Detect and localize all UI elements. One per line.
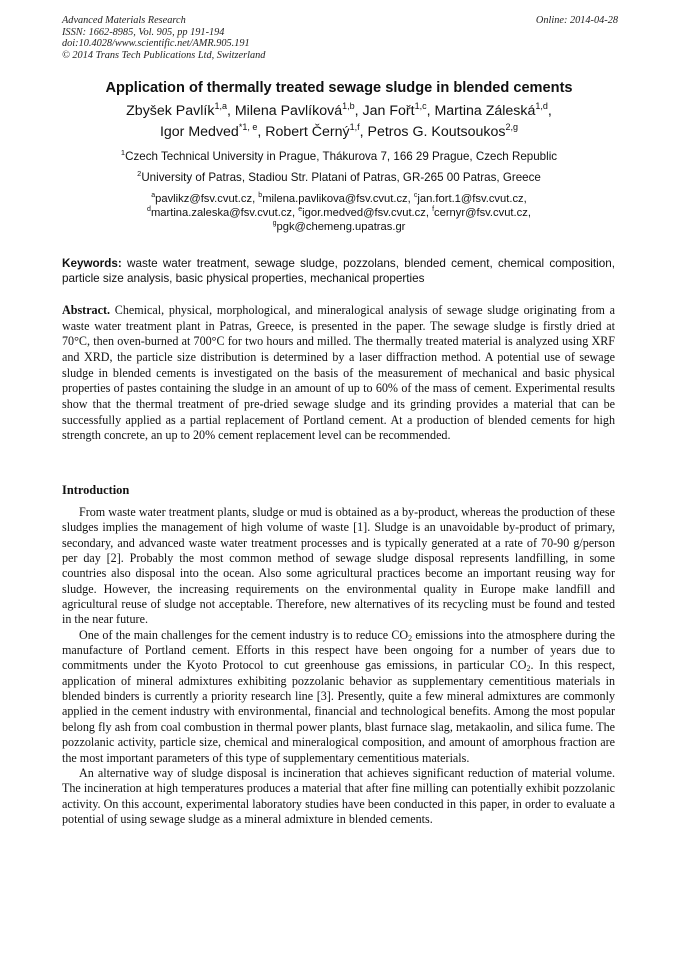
- author-name: , Milena Pavlíková: [226, 103, 343, 119]
- online-date: Online: 2014-04-28: [535, 15, 618, 26]
- abstract-text: Chemical, physical, morphological, and mineralogical analysis of sewage sludge originating from a waste water treatment plant in Patras, Greece, is presented in the paper. The sewage sludge is firstly dried at 70°C, then oven-burned at 700°C for two hours and milled. The thermally treated material is analyzed using XRF and XRD, the particle size distribution is determined by a laser diffraction method. A potential use of sewage sludge in blended cements is investigated on the basis of the measurement of mechanical and basic physical properties of pastes containing the sludge in an amount of up to 60% of the mass of cement. Experimental results show that the thermal treatment of pre-dried sewage sludge and its grinding provides a material that can be successfully applied as a partial replacement of Portland cement. At a production of blended cements for high strength concrete, an up to 20% cement replacement level can be recommended.: [62, 303, 615, 443]
- email-sup: g: [272, 219, 277, 227]
- subscript: 2: [526, 664, 531, 674]
- author-list: [40, 101, 638, 143]
- affiliation-sup: 1: [120, 148, 126, 157]
- paragraph: An alternative way of sludge disposal is incineration that achieves significant reduction of material volume. The incineration at high temperatures produces a material that after fine milling can potentially exhibit pozzolanic activity. On this account, experimental laboratory studies have been conducted in this paper, in order to evaluate a potential of using sewage sludge as a mineral admixture in blended cements.: [62, 765, 615, 826]
- email-sup: a: [151, 192, 156, 199]
- author-sup: 1,c: [414, 101, 427, 111]
- journal-info: [62, 15, 618, 61]
- abstract-section: [62, 303, 615, 444]
- paragraph-text: One of the main challenges for the cement industry is to reduce CO: [79, 627, 409, 642]
- author-sup: 1,a: [214, 101, 227, 111]
- email-sup: b: [258, 192, 263, 199]
- keywords-label: Keywords:: [62, 257, 122, 270]
- journal-header: [62, 15, 618, 61]
- author-name: , Petros G. Koutsoukos: [359, 124, 506, 140]
- affiliation-text: Czech Technical University in Prague, Thákurova 7, 166 29 Prague, Czech Republic: [125, 150, 558, 163]
- author-name: , Robert Černý: [257, 124, 350, 140]
- introduction-body: [62, 505, 615, 827]
- keywords-text: waste water treatment, sewage sludge, pozzolans, blended cement, chemical composition, particle size analysis, basic physical properties, mechanical properties: [62, 257, 615, 286]
- email-link[interactable]: igor.medved@fsv.cvut.cz,: [302, 206, 433, 219]
- abstract-label: Abstract.: [62, 303, 111, 317]
- email-sup: d: [147, 205, 151, 213]
- email-link[interactable]: milena.pavlikova@fsv.cvut.cz,: [262, 193, 414, 205]
- author-name: Igor Medved: [159, 124, 239, 140]
- journal-doi: doi:10.4028/www.scientific.net/AMR.905.191: [62, 38, 250, 50]
- email-sup: f: [432, 205, 435, 213]
- email-sup: e: [298, 205, 303, 213]
- email-link[interactable]: jan.fort.1@fsv.cvut.cz,: [417, 193, 527, 205]
- email-link[interactable]: martina.zaleska@fsv.cvut.cz,: [150, 206, 299, 219]
- section-heading-introduction: Introduction: [62, 483, 130, 497]
- email-sup: c: [413, 192, 418, 199]
- author-sup: 1,b: [342, 101, 355, 111]
- author-name: , Jan Fořt: [354, 103, 415, 119]
- email-link[interactable]: pgk@chemeng.upatras.gr: [276, 220, 406, 233]
- author-separator: ,: [547, 103, 552, 119]
- affiliation-text: University of Patras, Stadiou Str. Platani of Patras, GR-265 00 Patras, Greece: [141, 171, 541, 184]
- author-name: , Martina Záleská: [426, 103, 536, 119]
- affiliation-2: [40, 171, 638, 184]
- author-emails: [40, 193, 638, 234]
- author-sup: 2,g: [505, 122, 519, 132]
- keywords-section: [62, 256, 615, 286]
- journal-copyright: © 2014 Trans Tech Publications Ltd, Switzerland: [62, 49, 266, 61]
- affiliation-1: [40, 150, 638, 163]
- journal-issn: ISSN: 1662-8985, Vol. 905, pp 191-194: [62, 26, 225, 38]
- paragraph: From waste water treatment plants, sludge or mud is obtained as a by-product, whereas the production of these sludges implies the management of high volume of waste [1]. Sludge is an unavoidable by-product of primary, secondary, and advanced waste water treatment processes and is typically generated at a rate of 70-90 g/person per day [2]. Probably the most common method of sewage sludge disposal represents landfilling, in some countries also disposal into the ocean. Also some agricultural practices become an important reusing way for sludge. However, the increasing requirements on the environmental quality in Europe make landfill and agricultural reuse of sludge not acceptable. Therefore, new alternatives of its recycling must be found and tested in the near future.: [62, 505, 615, 627]
- author-name: Zbyšek Pavlík: [126, 103, 215, 119]
- author-sup: *1, e: [238, 122, 258, 132]
- paper-title: Application of thermally treated sewage sludge in blended cements: [105, 80, 573, 96]
- subscript: 2: [408, 633, 413, 643]
- author-sup: 1,f: [349, 122, 360, 132]
- author-sup: 1,d: [535, 101, 548, 111]
- email-link[interactable]: cernyr@fsv.cvut.cz,: [434, 206, 531, 219]
- paragraph-text: emissions into the atmosphere during the manufacture of Portland cement. Efforts in this respect have been ongoing for a number of years due to commitments under the Kyoto Protocol to cut greenhouse gas emissions, in particular CO: [62, 627, 615, 673]
- affiliation-sup: 2: [137, 169, 142, 178]
- paragraph-text: . In this respect, application of mineral admixtures exhibiting pozzolanic behavior as supplementary cementitious materials in blended binders is currently a priority research line [3]. Presently, quite a few mineral admixtures are commonly applied in the cement industry with environmental, financial and technological benefits. Among the most popular belong fly ash from coal combustion in thermal power plants, blast furnace slag, metakaolin, and silica fume. The pozzolanic activity, particle size, chemical and mineralogical composition, and amount of amorphous fraction are the most important parameters of this type of supplementary cementitious materials.: [62, 658, 615, 765]
- paragraph: [62, 628, 615, 766]
- journal-name: Advanced Materials Research: [62, 15, 186, 26]
- email-link[interactable]: pavlikz@fsv.cvut.cz,: [155, 193, 259, 205]
